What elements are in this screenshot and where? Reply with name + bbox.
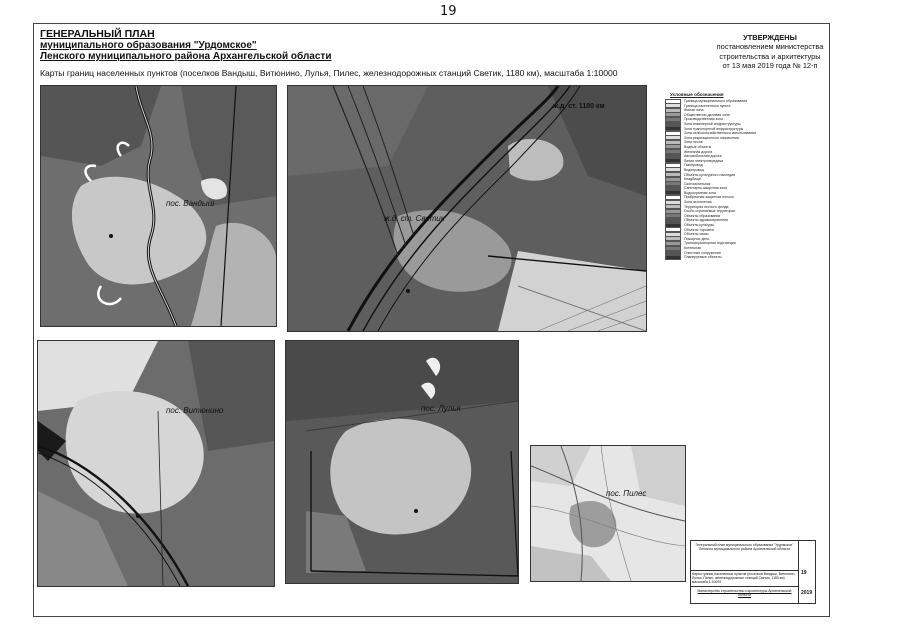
legend-item [665, 154, 805, 158]
legend-item-label: Котельная [684, 246, 701, 250]
legend-item [665, 150, 805, 154]
title-line-2: муниципального образования "Урдомское" [40, 40, 257, 51]
map-legend [665, 93, 805, 439]
label-piles: пос. Пилес [606, 489, 647, 498]
approval-line-2: строительства и архитектуры [719, 51, 821, 61]
legend-item-label: Водоохранная зона [684, 190, 716, 195]
legend-item [665, 195, 805, 199]
legend-item [665, 140, 805, 144]
stamp-ministry: Министерство строительства и архитектуры Архангельской области [691, 587, 799, 603]
legend-item [665, 113, 805, 117]
legend-item-label: Газопровод [684, 163, 703, 168]
title-line-3: Ленского муниципального района Архангельской области [40, 51, 332, 62]
legend-item-label: Зона сельскохозяйственного использования [684, 131, 757, 136]
legend-item-label: Производственная зона [684, 117, 723, 122]
legend-item-label: Прибрежная защитная полоса [684, 195, 734, 200]
legend-item [665, 108, 805, 112]
legend-item-label: Пожарное депо [684, 236, 710, 241]
label-vityunino: пос. Витюнино [166, 406, 224, 415]
legend-swatch [665, 255, 681, 260]
legend-item [665, 232, 805, 236]
approval-line-1: постановлением министерства [716, 42, 824, 52]
legend-item-label: Особо охраняемые территории [684, 209, 736, 214]
legend-item [665, 205, 805, 209]
legend-item [665, 246, 805, 250]
legend-item [665, 209, 805, 213]
legend-item-label: Очистные сооружения [684, 250, 721, 255]
label-svetik: ж.д. ст. Светик [384, 214, 445, 223]
legend-item [665, 177, 805, 181]
legend-item [665, 214, 805, 218]
label-vandysh: пос. Вандыш [166, 199, 215, 208]
map-piles [530, 445, 686, 582]
map-svetik [287, 85, 647, 332]
legend-item [665, 99, 805, 103]
page-number: 19 [440, 4, 457, 19]
legend-item [665, 163, 805, 167]
plan-title [40, 29, 331, 62]
legend-item-label: Жилая зона [684, 108, 704, 113]
legend-item-label: Объекты торговли [684, 227, 714, 232]
legend-item-label: Объекты культурного наследия [684, 172, 735, 177]
legend-item-label: Кладбище [684, 177, 701, 182]
legend-item-label: Объекты культуры [684, 223, 715, 228]
legend-items [665, 99, 805, 259]
map-vityunino [37, 340, 275, 587]
legend-item [665, 186, 805, 190]
legend-item [665, 145, 805, 149]
legend-item-label: Зона затопления [684, 200, 712, 205]
legend-item [665, 104, 805, 108]
legend-item-label: Планируемые объекты [684, 255, 722, 260]
legend-item-label: Общественно-деловая зона [684, 112, 730, 117]
legend-item-label: Объекты связи [684, 232, 709, 237]
label-lulya: пос. Лулья [421, 404, 461, 413]
legend-item-label: Железная дорога [684, 149, 713, 154]
legend-item [665, 228, 805, 232]
title-block-stamp [690, 540, 816, 604]
legend-item-label: Объекты здравоохранения [684, 218, 728, 223]
legend-item-label: Зона лесов [684, 140, 703, 145]
legend-item-label: Объекты образования [684, 213, 721, 218]
legend-item-label: Зона транспортной инфраструктуры [684, 126, 744, 131]
legend-item [665, 218, 805, 222]
legend-item [665, 173, 805, 177]
stamp-sheet-number: 19 [801, 570, 807, 576]
legend-item [665, 127, 805, 131]
plan-subtitle: Карты границ населенных пунктов (поселков Вандыш, Витюнино, Лулья, Пилес, железнодорожных станций Светик, 1180 км), масштаба 1:10000 [40, 68, 618, 78]
legend-item [665, 122, 805, 126]
legend-item-label: Водные объекты [684, 144, 712, 149]
legend-item-label: Граница муниципального образования [684, 99, 748, 103]
legend-item-label: Санитарно-защитная зона [684, 186, 728, 191]
stamp-description: Карты границ населенных пунктов (поселков Вандыш, Витюнино, Лулья, Пилес, железнодорожных станций Светик, 1180 км) масштаба 1:10000 [691, 571, 799, 587]
legend-item [665, 159, 805, 163]
legend-item-label: Территория лесного фонда [684, 204, 729, 209]
legend-item [665, 237, 805, 241]
legend-title: Условные обозначения [670, 92, 724, 97]
label-km1180: ж.д. ст. 1180 км [553, 103, 605, 110]
legend-item [665, 223, 805, 227]
legend-item [665, 191, 805, 195]
legend-item-label: Трансформаторная подстанция [684, 241, 736, 246]
legend-item [665, 200, 805, 204]
legend-item [665, 255, 805, 259]
legend-item [665, 131, 805, 135]
legend-item-label: Водопровод [684, 167, 704, 172]
legend-item [665, 241, 805, 245]
legend-item-label: Зона инженерной инфраструктуры [684, 121, 741, 126]
title-line-1: ГЕНЕРАЛЬНЫЙ ПЛАН [40, 28, 155, 40]
map-lulya [285, 340, 519, 584]
approval-block [712, 33, 828, 71]
legend-item [665, 182, 805, 186]
map-vandysh [40, 85, 277, 327]
stamp-year: 2019 [801, 590, 813, 596]
legend-item [665, 168, 805, 172]
legend-item-label: Автомобильная дорога [684, 154, 722, 159]
stamp-org: Генеральный план муниципального образования "Урдомское" Ленского муниципального района Архангельской области [691, 541, 799, 571]
approval-heading: УТВЕРЖДЕНЫ [743, 33, 797, 42]
legend-item-label: Зона рекреационного назначения [684, 135, 739, 140]
legend-item [665, 117, 805, 121]
legend-item-label: Линия электропередачи [684, 158, 724, 163]
legend-item-label: Скотомогильник [684, 181, 711, 186]
legend-item [665, 136, 805, 140]
legend-item-label: Граница населенного пункта [684, 103, 731, 108]
legend-item [665, 251, 805, 255]
approval-line-3: от 13 мая 2019 года № 12-п [722, 61, 818, 71]
